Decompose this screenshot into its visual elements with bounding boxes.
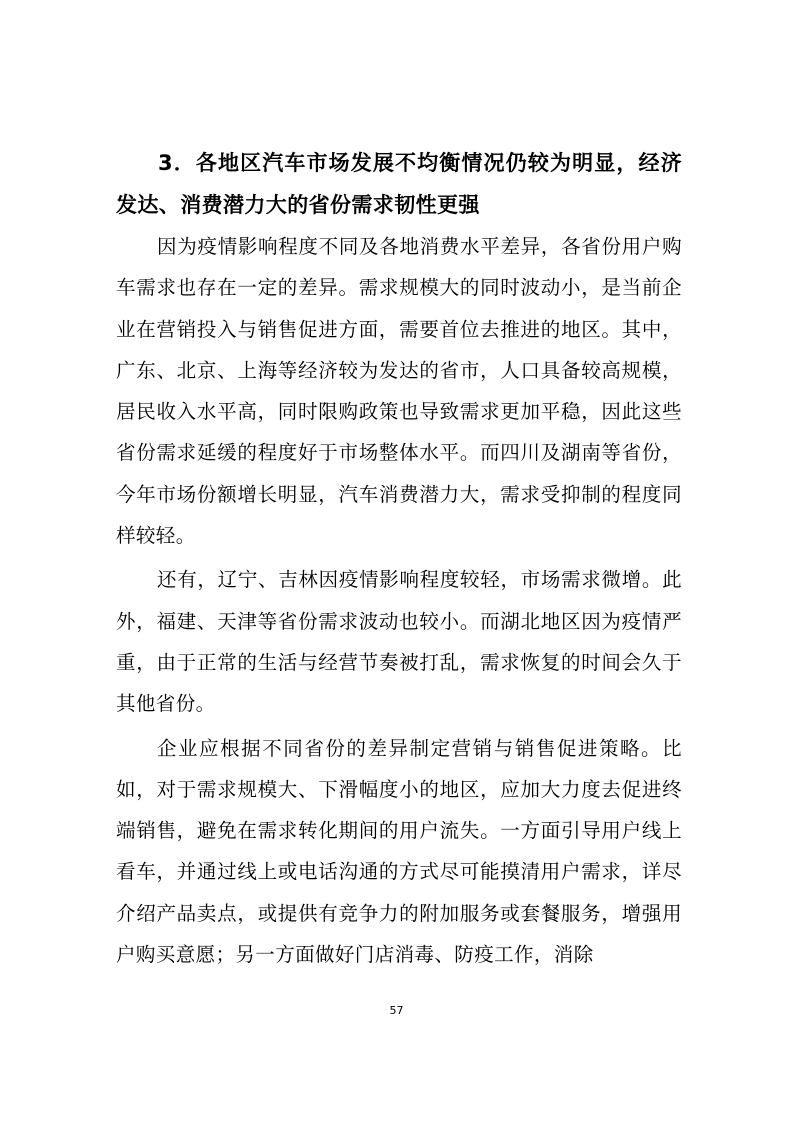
body-paragraph-2: 还有，辽宁、吉林因疫情影响程度较轻，市场需求微增。此外，福建、天津等省份需求波动也较小。而湖北地区因为疫情严重，由于正常的生活与经营节奏被打乱，需求恢复的时间会久于其他省份。 <box>116 568 682 716</box>
page-number: 57 <box>389 1004 404 1017</box>
body-paragraph-1: 因为疫情影响程度不同及各地消费水平差异，各省份用户购车需求也存在一定的差异。需求规模大的同时波动小，是当前企业在营销投入与销售促进方面，需要首位去推进的地区。其中，广东、北京、上海等经济较为发达的省市，人口具备较高规模，居民收入水平高，同时限购政策也导致需求更加平稳，因此这些省份需求延缓的程度好于市场整体水平。而四川及湖南等省份，今年市场份额增长明显，汽车消费潜力大，需求受抑制的程度同样较轻。 <box>116 235 682 548</box>
body-content <box>116 142 682 975</box>
body-paragraph-3: 企业应根据不同省份的差异制定营销与销售促进策略。比如，对于需求规模大、下滑幅度小的地区，应加大力度去促进终端销售，避免在需求转化期间的用户流失。一方面引导用户线上看车，并通过线上或电话沟通的方式尽可能摸清用户需求，详尽介绍产品卖点，或提供有竞争力的附加服务或套餐服务，增强用户购买意愿；另一方面做好门店消毒、防疫工作，消除 <box>116 736 682 967</box>
section-heading: 3．各地区汽车市场发展不均衡情况仍较为明显，经济发达、消费潜力大的省份需求韧性更强 <box>116 151 682 217</box>
